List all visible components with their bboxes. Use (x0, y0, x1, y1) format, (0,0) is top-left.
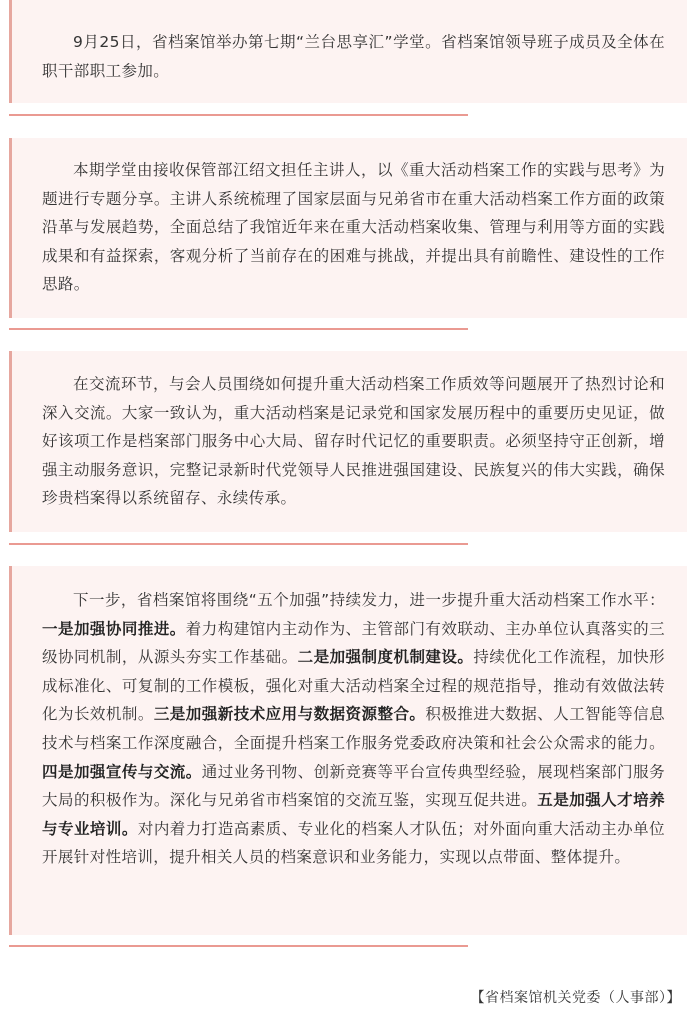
paragraph-card-1 (9, 0, 687, 103)
paragraph-event-intro: 9月25日，省档案馆举办第七期“兰台思享汇”学堂。省档案馆领导班子成员及全体在职干部职工参加。 (42, 33, 665, 80)
paragraph-discussion: 在交流环节，与会人员围绕如何提升重大活动档案工作质效等问题展开了热烈讨论和深入交流。大家一致认为，重大活动档案是记录党和国家发展历程中的重要历史见证，做好该项工作是档案部门服务中心大局、留存时代记忆的重要职责。必须坚持守正创新，增强主动服务意识，完整记录新时代党领导人民推进强国建设、民族复兴的伟大实践，确保珍贵档案得以系统留存、永续传承。 (42, 375, 665, 508)
divider-rule-1 (9, 114, 468, 116)
divider-rule-4 (9, 945, 468, 947)
measure-5-text: 对内着力打造高素质、专业化的档案人才队伍；对外面向重大活动主办单位开展针对性培训，提升相关人员的档案意识和业务能力，实现以点带面、整体提升。 (42, 819, 665, 867)
paragraph-card-3 (9, 351, 687, 532)
paragraph-lecture-summary: 本期学堂由接收保管部江绍文担任主讲人，以《重大活动档案工作的实践与思考》为题进行专题分享。主讲人系统梳理了国家层面与兄弟省市在重大活动档案工作方面的政策沿革与发展趋势，全面总结了我馆近年来在重大活动档案收集、管理与利用等方面的实践成果和有益探索，客观分析了当前存在的困难与挑战，并提出具有前瞻性、建设性的工作思路。 (42, 161, 665, 294)
measure-5-heading: 五是加强人才培养与专业培训。 (42, 791, 665, 838)
measure-2-heading: 二是加强制度机制建设。 (297, 648, 474, 667)
divider-rule-2 (9, 328, 468, 330)
paragraph-card-2 (9, 138, 687, 318)
measure-4-heading: 四是加强宣传与交流。 (42, 762, 202, 781)
divider-rule-3 (9, 543, 468, 545)
measure-1-text: 着力构建馆内主动作为、主管部门有效联动、主办单位认真落实的三级协同机制，从源头夯实工作基础。 (42, 619, 665, 667)
measure-1-heading: 一是加强协同推进。 (42, 619, 186, 638)
measure-3-text: 积极推进大数据、人工智能等信息技术与档案工作深度融合，全面提升档案工作服务党委政府决策和社会公众需求的能力。 (42, 705, 665, 752)
author-credit: 【省档案馆机关党委（人事部）】 (470, 990, 681, 1006)
paragraph-next-steps (42, 586, 665, 872)
next-steps-intro: 下一步，省档案馆将围绕“五个加强”持续发力，进一步提升重大活动档案工作水平： (73, 591, 665, 609)
paragraph-card-4 (9, 566, 687, 935)
measure-2-text: 持续优化工作流程，加快形成标准化、可复制的工作模板，强化对重大活动档案全过程的规范指导，推动有效做法转化为长效机制。 (42, 648, 665, 724)
measure-4-text: 通过业务刊物、创新竞赛等平台宣传典型经验，展现档案部门服务大局的积极作为。深化与兄弟省市档案馆的交流互鉴，实现互促共进。 (42, 762, 665, 810)
measure-3-heading: 三是加强新技术应用与数据资源整合。 (153, 705, 426, 724)
